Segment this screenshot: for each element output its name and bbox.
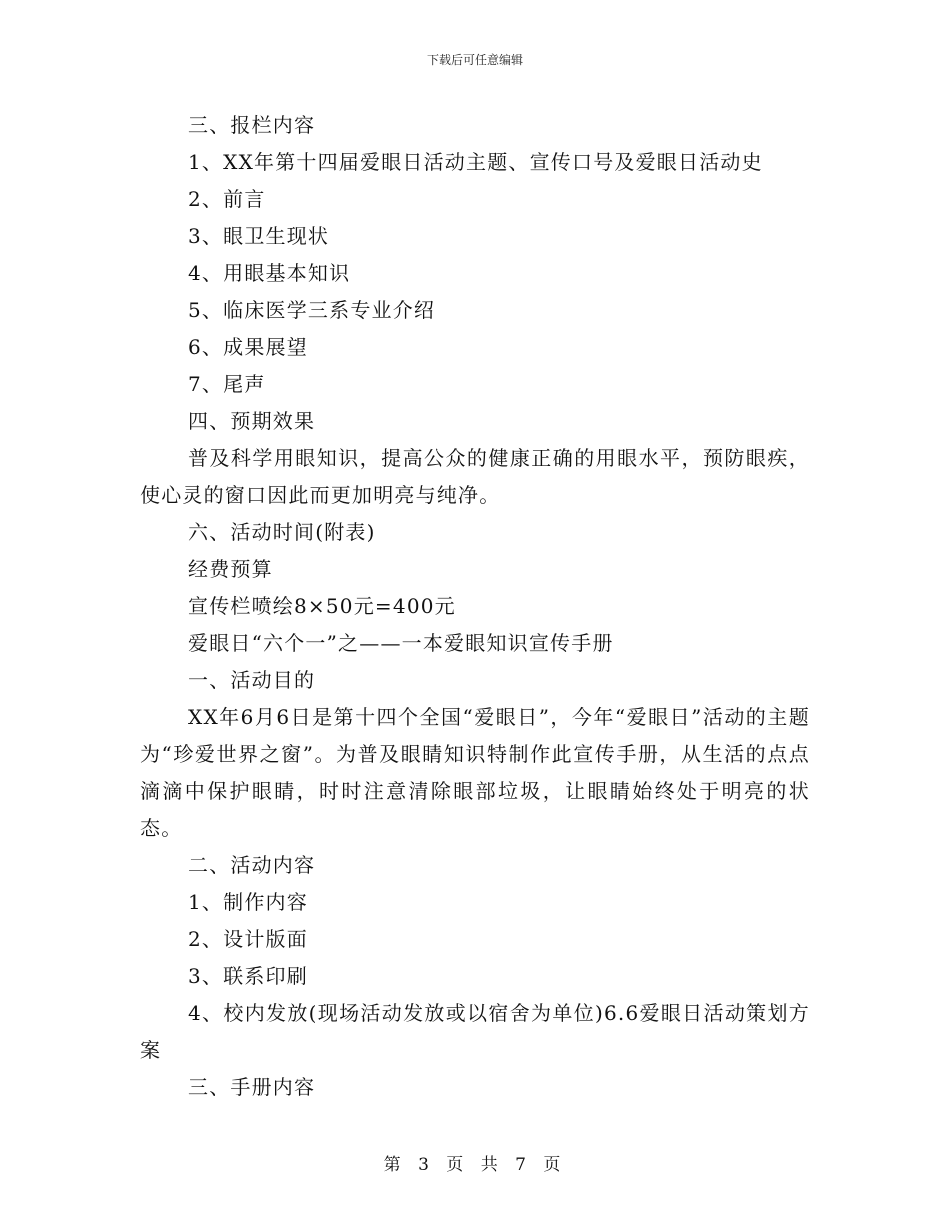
list-item: 1、XX年第十四届爱眼日活动主题、宣传口号及爱眼日活动史	[188, 150, 763, 174]
list-item: 4、用眼基本知识	[188, 261, 351, 285]
list-item: 3、眼卫生现状	[188, 224, 330, 248]
page-number: 第 3 页 共 7 页	[383, 1155, 567, 1175]
text-line: 宣传栏喷绘8×50元=400元	[188, 594, 456, 618]
list-item: 2、前言	[188, 187, 266, 211]
section-heading: 四、预期效果	[188, 409, 316, 433]
list-item: 6、成果展望	[188, 335, 308, 359]
list-item: 3、联系印刷	[188, 964, 308, 988]
list-item: 1、制作内容	[188, 890, 308, 914]
section-heading: 一、活动目的	[188, 668, 316, 692]
list-item: 2、设计版面	[188, 927, 308, 951]
page-header: 下载后可任意编辑	[426, 53, 523, 67]
subtitle: 爱眼日“六个一”之——一本爱眼知识宣传手册	[188, 631, 614, 655]
list-item: 5、临床医学三系专业介绍	[188, 298, 436, 322]
section-heading: 三、报栏内容	[188, 113, 316, 137]
document-body	[140, 107, 810, 1106]
section-heading: 六、活动时间(附表)	[188, 520, 376, 544]
section-heading: 三、手册内容	[188, 1075, 316, 1099]
paragraph: 4、校内发放(现场活动发放或以宿舍为单位)6.6爱眼日活动策划方案	[140, 1001, 810, 1062]
text-line: 经费预算	[188, 557, 273, 581]
paragraph: XX年6月6日是第十四个全国“爱眼日”，今年“爱眼日”活动的主题为“珍爱世界之窗”。为普及眼睛知识特制作此宣传手册，从生活的点点滴滴中保护眼睛，时时注意清除眼部垃圾，让眼睛始终处于明亮的状态。	[140, 705, 810, 840]
section-heading: 二、活动内容	[188, 853, 316, 877]
paragraph: 普及科学用眼知识，提高公众的健康正确的用眼水平，预防眼疾，使心灵的窗口因此而更加明亮与纯净。	[140, 446, 810, 507]
list-item: 7、尾声	[188, 372, 266, 396]
